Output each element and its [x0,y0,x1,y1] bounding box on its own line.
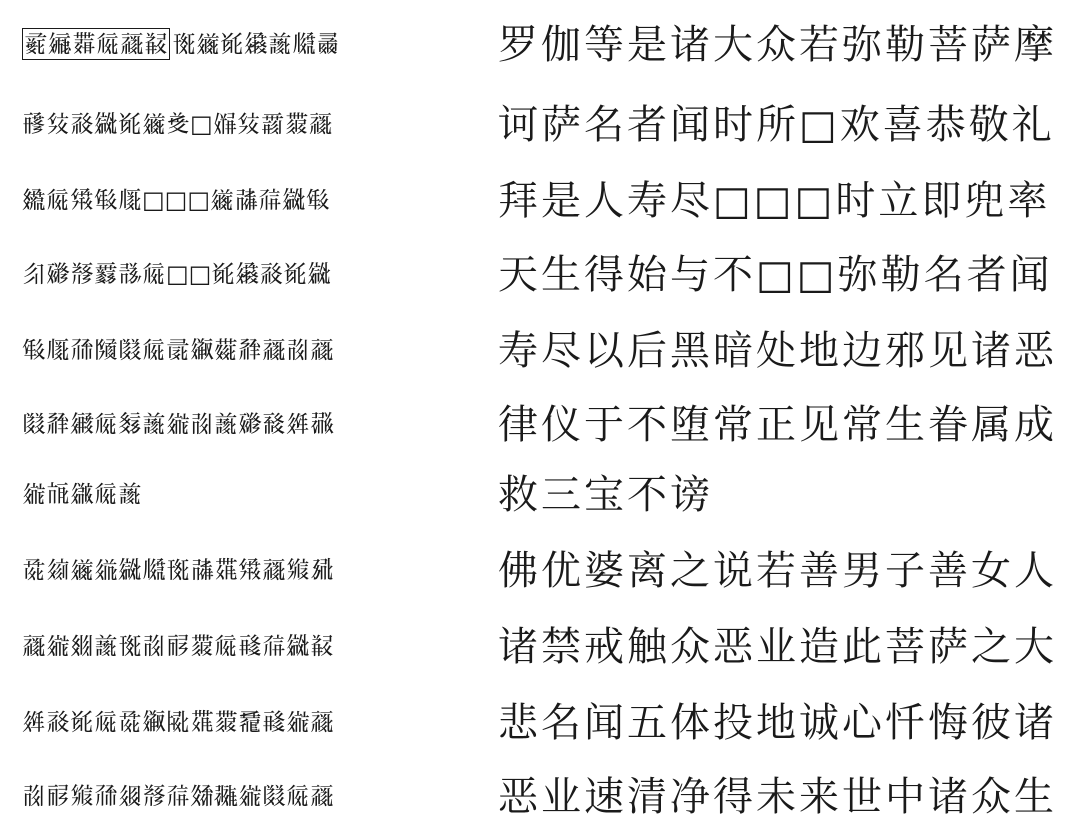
tangut-line-text: 𗍊𗫂𘍞𗪲𗔫𗆮𗰭 [172,30,340,58]
text-line [0,764,1082,824]
tangut-text [22,702,402,742]
text-line [0,690,1082,750]
tangut-text [22,180,402,220]
chinese-translation: 拜是人寿尽□□□时立即兜率 [498,178,1051,224]
tangut-line-text: 𗹙𗨁𗾞𗔫𗍊𗰖𗟲𗷅𗏁𗸅𗗚𗪙𘗠 [22,632,334,660]
text-line [0,614,1082,674]
tangut-text [22,550,402,590]
tangut-text [22,404,402,444]
tangut-text [22,24,402,64]
chinese-translation: 恶业速清净得未来世中诸众生 [498,774,1057,820]
chinese-translation: 律仪于不堕常正见常生眷属成 [498,402,1057,448]
tangut-line-text: 𗼃𗡪𘃡𗵫𘃽𗏁□□𘍞𗪲𗹐𘍞𗪙 [22,260,332,288]
tangut-line-text: 𗂸𗴂𗪺𗏁𘊐𗔫𗨁𗰖𗔫𗡪𘈷𗤶𗖻 [22,410,334,438]
chinese-translation: 诸禁戒触众恶业造此菩萨之大 [498,624,1057,670]
tangut-line-text: 𗰖𗟲𗋚𗗙𗤓𘃡𗗚𗽀𗖵𗨁𗂸𗏁𗹙 [22,782,334,810]
tangut-line-text: 𗨁𗭍𗫡𗏁𗔫 [22,480,142,508]
text-line [0,12,1082,72]
text-line [0,318,1082,378]
text-line [0,392,1082,452]
tangut-text [22,104,402,144]
chinese-translation: 罗伽等是诸大众若弥勒菩萨摩 [498,22,1057,68]
tangut-text [22,626,402,666]
tangut-boxed-title: 𗈜𗩾𗷋𗏁𗹙𘗠 [24,30,168,58]
text-line [0,168,1082,228]
chinese-translation: 救三宝不谤 [498,472,713,518]
tangut-line-text: 𗤶𗹐𘍞𗏁𗱕𗪨𗎫𗶷𗷅𗲩𗸅𗨁𗹙 [22,708,334,736]
tangut-text [22,474,402,514]
chinese-translation: 悲名闻五体投地诚心忏悔彼诸 [498,700,1057,746]
text-line [0,538,1082,598]
text-line [0,92,1082,152]
chinese-translation: 寿尽以后黑暗处地边邪见诸恶 [498,328,1057,374]
tangut-text [22,776,402,816]
text-line [0,462,1082,522]
tangut-line-text: 𘓐𗅲𗗙𗂧𗂸𗏁𗕑𗪨𗝠𗴂𗹙𗰖𗹙 [22,336,334,364]
chinese-translation: 诃萨名者闻时所□欢喜恭敬礼 [498,102,1055,148]
tangut-text [22,330,402,370]
tangut-text [22,254,402,294]
chinese-translation: 佛优婆离之说若善男子善女人 [498,548,1057,594]
tangut-line-text: 𗱕𗦻𗫂𗥤𗪙𗆮𗍊𗰜𗶷𗋽𗹙𗋚𗉣 [22,556,334,584]
chinese-translation: 天生得始与不□□弥勒名者闻 [498,252,1053,298]
tangut-line-text: 𗿷𗏁𗋽𘓐𗅲□□□𗫂𗰜𗗚𗪙𘓐 [22,186,331,214]
text-line [0,242,1082,302]
tangut-line-text: 𗟭𗊏𗹐𗪙𘍞𗫂𘝨□𗏵𗊏𗵆𗷅𗹙 [22,110,333,138]
